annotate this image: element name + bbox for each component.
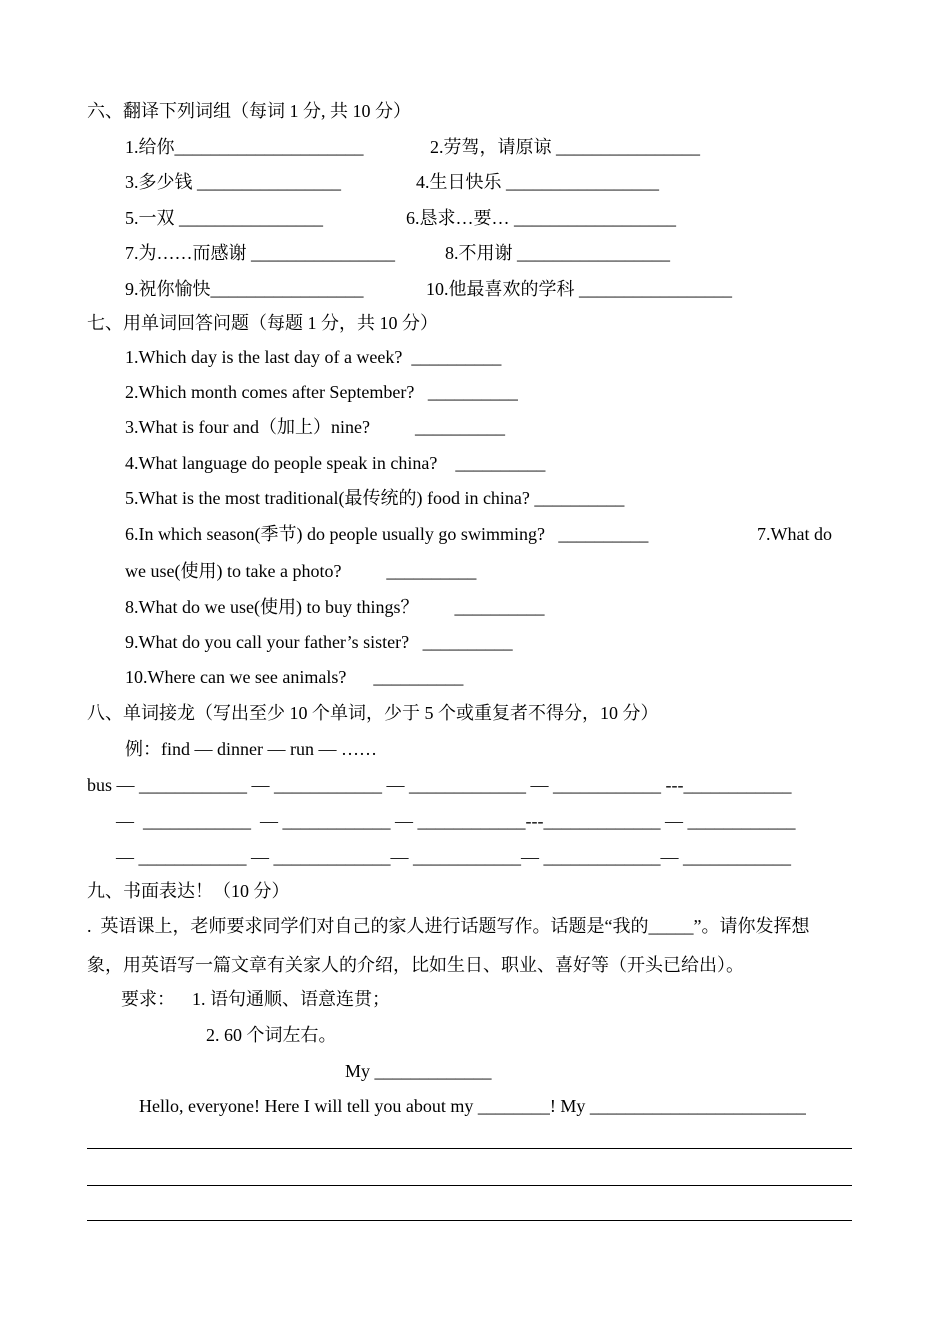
translate-item-5: 5.一双 ________________ — [125, 208, 323, 228]
translate-item-3: 3.多少钱 ________________ — [125, 172, 341, 192]
writing-line-1 — [87, 1148, 852, 1149]
word-chain-row-2: — ____________ — ____________ — ____________---_____________ — ____________ — [116, 811, 796, 831]
writing-line-2 — [87, 1185, 852, 1186]
essay-opening: Hello, everyone! Here I will tell you about my ________! My ________________________ — [139, 1096, 806, 1116]
translate-item-9: 9.祝你愉快_________________ — [125, 279, 364, 299]
question-6: 6.In which season(季节) do people usually go swimming? __________ — [125, 524, 649, 544]
essay-title: My _____________ — [345, 1061, 492, 1081]
question-3: 3.What is four and（加上）nine? __________ — [125, 417, 505, 437]
word-chain-row-1: bus — ____________ — ____________ — _____________ — ____________ ---____________ — [87, 775, 792, 795]
writing-line-3 — [87, 1220, 852, 1221]
question-7-start: 7.What do — [757, 524, 832, 544]
section-9-title: 九、书面表达！（10 分） — [87, 881, 290, 901]
question-9: 9.What do you call your father’s sister? __________ — [125, 632, 513, 652]
requirement-1: 1. 语句通顺、语意连贯； — [192, 989, 390, 1009]
question-8: 8.What do we use(使用) to buy things？ __________ — [125, 597, 545, 617]
question-1: 1.Which day is the last day of a week? __________ — [125, 347, 502, 367]
translate-item-10: 10.他最喜欢的学科 _________________ — [426, 279, 732, 299]
writing-prompt-line-2: 象，用英语写一篇文章有关家人的介绍，比如生日、职业、喜好等（开头已给出）。 — [87, 955, 744, 975]
requirements-label: 要求： — [121, 989, 175, 1009]
question-7-end: we use(使用) to take a photo? __________ — [125, 561, 477, 581]
section-8-title: 八、单词接龙（写出至少 10 个单词，少于 5 个或重复者不得分，10 分） — [87, 703, 659, 723]
question-2: 2.Which month comes after September? __________ — [125, 382, 518, 402]
requirement-2: 2. 60 个词左右。 — [206, 1025, 337, 1045]
translate-item-7: 7.为……而感谢 ________________ — [125, 243, 395, 263]
section-6-title: 六、翻译下列词组（每词 1 分, 共 10 分） — [87, 101, 411, 121]
translate-item-8: 8.不用谢 _________________ — [445, 243, 670, 263]
translate-item-4: 4.生日快乐 _________________ — [416, 172, 659, 192]
translate-item-1: 1.给你_____________________ — [125, 137, 364, 157]
question-10: 10.Where can we see animals? __________ — [125, 667, 464, 687]
translate-item-2: 2.劳驾，请原谅 ________________ — [430, 137, 700, 157]
word-chain-example: 例：find — dinner — run — …… — [125, 739, 377, 759]
question-4: 4.What language do people speak in china? __________ — [125, 453, 546, 473]
section-7-title: 七、用单词回答问题（每题 1 分，共 10 分） — [87, 313, 438, 333]
question-5: 5.What is the most traditional(最传统的) food in china? __________ — [125, 488, 625, 508]
word-chain-row-3: — ____________ — _____________— ____________— _____________— ____________ — [116, 847, 791, 867]
translate-item-6: 6.恳求…要… __________________ — [406, 208, 676, 228]
writing-prompt-line-1: . 英语课上，老师要求同学们对自己的家人进行话题写作。话题是“我的_____”。请你发挥想 — [87, 916, 810, 936]
